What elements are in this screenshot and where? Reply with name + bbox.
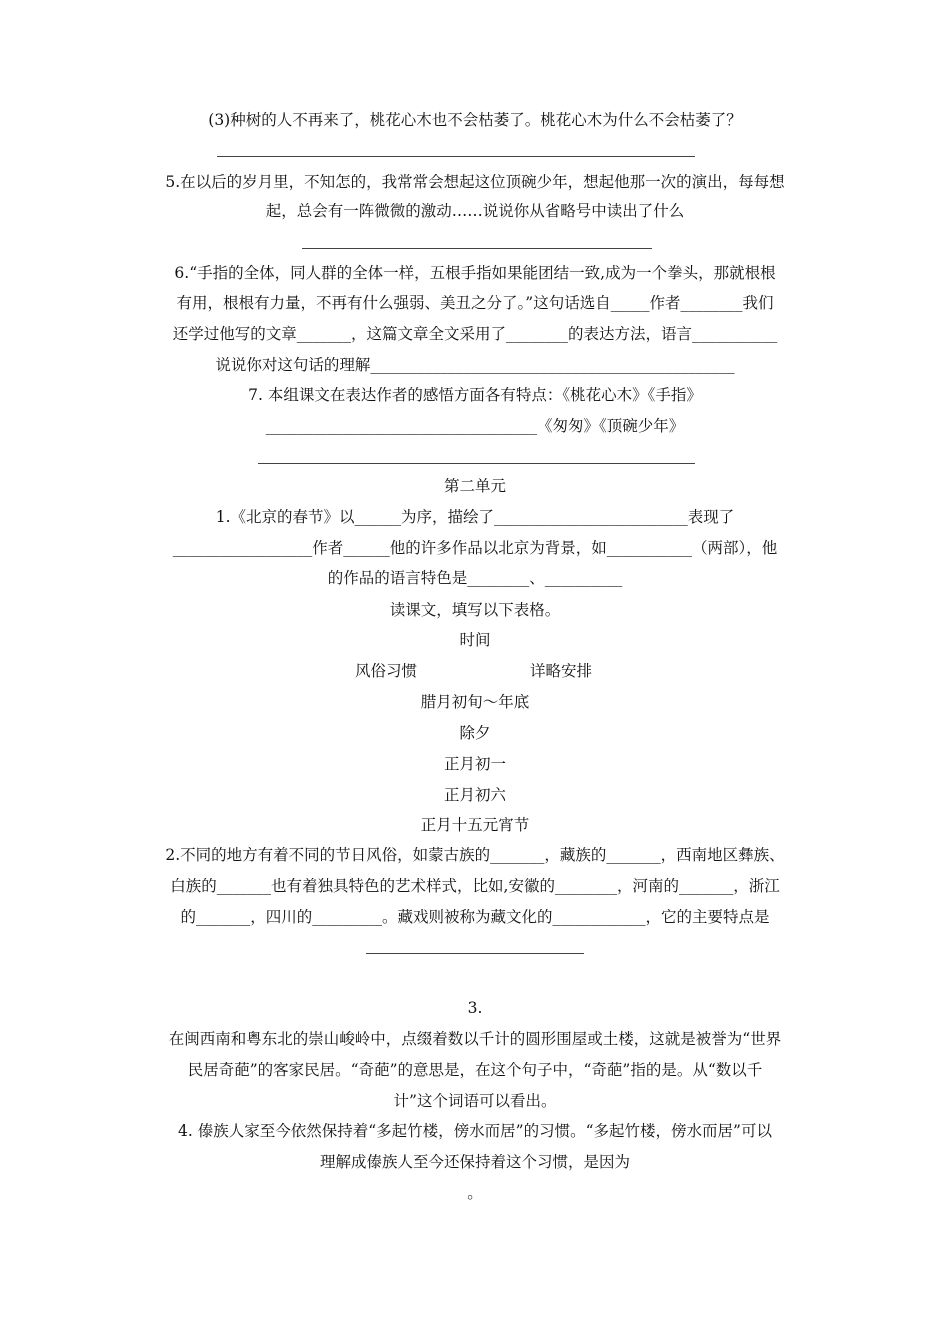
unit-2-question-2-line-3: 的_______，四川的_________。藏戏则被称为藏文化的____________，它的主要特点是	[180, 908, 770, 926]
unit-2-question-3-number: 3.	[467, 999, 483, 1017]
unit-2-question-3-line-2: 民居奇葩”的客家民居。“奇葩”的意思是，在这个句子中，“奇葩”指的是。从“数以千	[187, 1061, 763, 1079]
question-7-line-1: 7. 本组课文在表达作者的感悟方面各有特点：《桃花心木》《手指》	[248, 386, 702, 404]
answer-line	[366, 953, 584, 954]
table-row-4: 正月初六	[443, 786, 506, 804]
answer-line	[302, 248, 652, 249]
question-6-line-3: 还学过他写的文章_______，这篇文章全文采用了________的表达方法，语言___________	[172, 325, 778, 343]
answer-line	[258, 463, 695, 464]
unit-2-question-1-line-1: 1.《北京的春节》以______为序，描绘了_________________________表现了	[215, 508, 735, 526]
table-header-time: 时间	[459, 631, 491, 649]
table-header-detail: 详略安排	[530, 662, 593, 680]
table-instruction: 读课文，填写以下表格。	[389, 601, 561, 619]
table-row-5: 正月十五元宵节	[420, 816, 530, 834]
question-5-line-2: 起，总会有一阵微微的激动……说说你从省略号中读出了什么	[265, 202, 685, 220]
question-6-line-4: 说说你对这句话的理解_______________________________________________	[215, 356, 735, 374]
unit-2-question-1-line-3: 的作品的语言特色是________、__________	[327, 569, 623, 587]
unit-2-question-4-end: 。	[467, 1184, 483, 1202]
question-6-line-2: 有用，根根有力量，不再有什么强弱、美丑之分了。”这句话选自_____作者________我们	[176, 294, 774, 312]
unit-2-question-4-line-1: 4. 傣族人家至今依然保持着“多起竹楼，傍水而居”的习惯。“多起竹楼，傍水而居”可以	[178, 1122, 772, 1140]
answer-line	[217, 156, 695, 157]
unit-2-question-1-line-2: __________________作者______他的许多作品以北京为背景，如___________（两部），他	[172, 539, 778, 557]
question-3-text: (3)种树的人不再来了，桃花心木也不会枯萎了。桃花心木为什么不会枯萎了？	[208, 111, 742, 129]
unit-2-question-3-line-1: 在闽西南和粤东北的崇山峻岭中，点缀着数以千计的圆形围屋或土楼，这就是被誉为“世界	[168, 1030, 782, 1048]
table-row-1: 腊月初旬～年底	[420, 693, 530, 711]
unit-2-question-4-line-2: 理解成傣族人至今还保持着这个习惯，是因为	[319, 1153, 630, 1171]
unit-2-question-3-line-3: 计”这个词语可以看出。	[393, 1092, 557, 1110]
table-row-3: 正月初一	[443, 755, 506, 773]
question-5-line-1: 5.在以后的岁月里，不知怎的，我常常会想起这位顶碗少年，想起他那一次的演出，每每想	[165, 173, 785, 191]
unit-2-question-2-line-2: 白族的_______也有着独具特色的艺术样式，比如,安徽的________，河南的_______，浙江	[170, 877, 780, 895]
table-header-custom: 风俗习惯	[355, 662, 418, 680]
question-7-line-2: ___________________________________《匆匆》《顶碗少年》	[265, 417, 685, 435]
unit-2-heading: 第二单元	[443, 477, 506, 495]
question-6-line-1: 6.“手指的全体，同人群的全体一样，五根手指如果能团结一致,成为一个拳头，那就根根	[174, 264, 776, 282]
table-row-2: 除夕	[459, 724, 491, 742]
unit-2-question-2-line-1: 2.不同的地方有着不同的节日风俗，如蒙古族的_______，藏族的_______，西南地区彝族、	[165, 846, 785, 864]
